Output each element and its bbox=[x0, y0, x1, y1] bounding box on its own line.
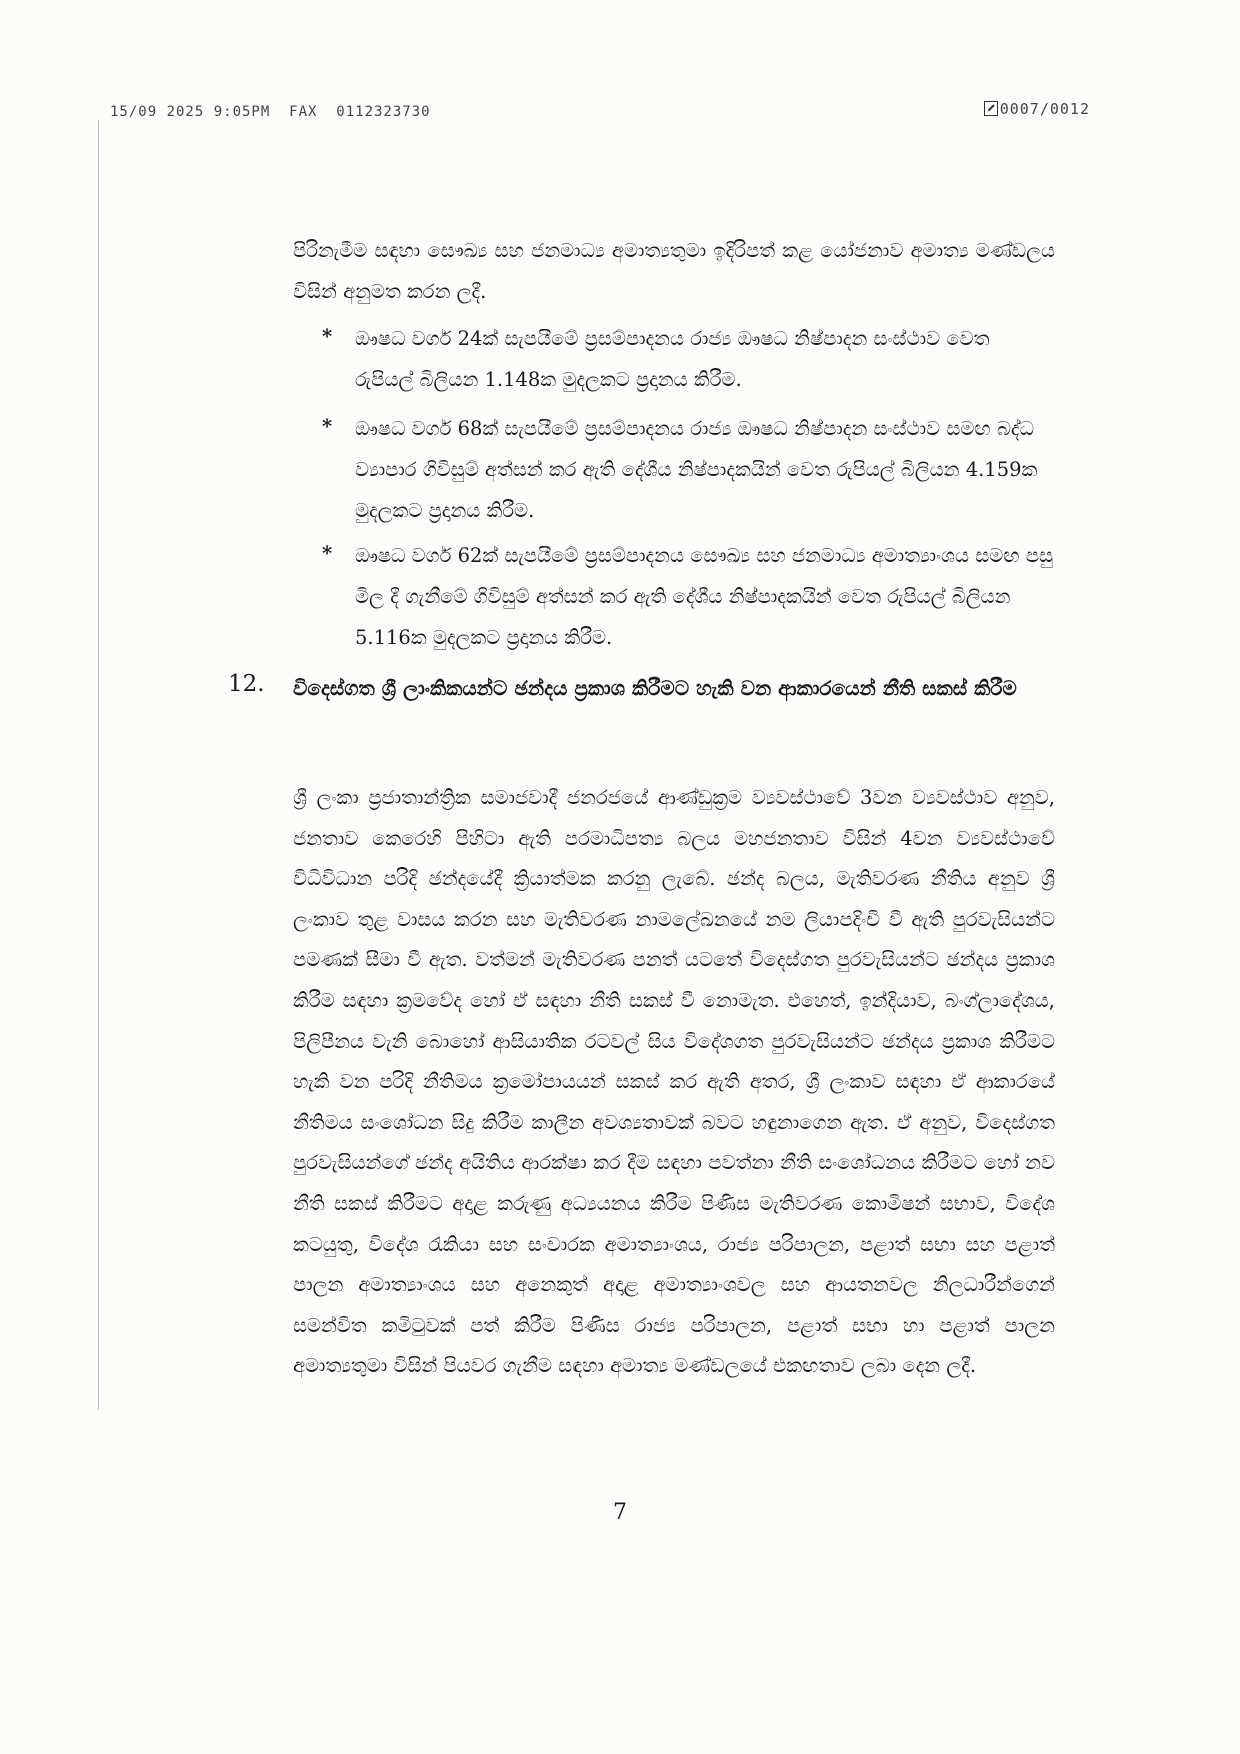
fax-transmission-info: 15/09 2025 9:05PM FAX 0112323730 bbox=[110, 104, 431, 120]
bullet-item bbox=[322, 408, 1054, 531]
bullet-marker: * bbox=[322, 325, 333, 348]
bullet-marker: * bbox=[322, 542, 333, 565]
section-body-paragraph: ශ්‍රී ලංකා ප්‍රජාතාන්ත්‍රික සමාජවාදී ජනරජයේ ආණ්ඩුක්‍රම ව්‍යවස්ථාවේ 3වන ව්‍යවස්ථාව අනුව, ජනතාව කෙරෙහි පිහිටා ඇති පරමාධිපත්‍ය බලය මහජනතාව විසින් 4වන ව්‍යවස්ථාවේ විධිවිධාන පරිදි ඡන්දයේදී ක්‍රියාත්මක කරනු ලැබේ. ඡන්ද බලය, මැතිවරණ නීතිය අනුව ශ්‍රී ලංකාව තුළ වාසය කරන සහ මැතිවරණ නාමලේඛනයේ නම ලියාපදිංචි වී ඇති පුරවැසියන්ට පමණක් සීමා වී ඇත. වත්මන් මැතිවරණ පනත් යටතේ විදෙස්ගත පුරවැසියන්ට ඡන්දය ප්‍රකාශ කිරීම සඳහා ක්‍රමවේද හෝ ඒ සඳහා නීති සකස් වී නොමැත. එහෙත්, ඉන්දියාව, බංග්ලාදේශය, පිලිපීනය වැනි බොහෝ ආසියාතික රටවල් සිය විදේශගත පුරවැසියන්ට ඡන්දය ප්‍රකාශ කිරීමට හැකි වන පරිදි නීතිමය ක්‍රමෝපායයන් සකස් කර ඇති අතර, ශ්‍රී ලංකාව සඳහා ඒ ආකාරයේ නීතිමය සංශෝධන සිදු කිරීම කාලීන අවශ්‍යතාවක් බවට හඳුනාගෙන ඇත. ඒ අනුව, විදෙස්ගත පුරවැසියන්ගේ ඡන්ද අයිතිය ආරක්ෂා කර දීම සඳහා පවත්නා නීති සංශෝධනය කිරීමට හෝ නව නීති සකස් කිරීමට අදාළ කරුණු අධ්‍යයනය කිරීම පිණිස මැතිවරණ කොමිෂන් සභාව, විදේශ කටයුතු, විදේශ රැකියා සහ සංචාරක අමාත්‍යාංශය, රාජ්‍ය පරිපාලන, පළාත් සභා සහ පළාත් පාලන අමාත්‍යාංශය සහ අනෙකුත් අදාළ අමාත්‍යාංශවල සහ ආයතනවල නිලධාරීන්ගෙන් සමන්විත කමිටුවක් පත් කිරීම පිණිස රාජ්‍ය පරිපාලන, පළාත් සභා හා පළාත් පාලන අමාත්‍යතුමා විසින් පියවර ගැනීම සඳහා අමාත්‍ය මණ්ඩලයේ එකඟතාව ලබා දෙන ලදී. bbox=[293, 786, 1055, 1378]
section-title: විදෙස්ගත ශ්‍රී ලාංකිකයන්ට ඡන්දය ප්‍රකාශ කිරීමට හැකි වන ආකාරයෙන් නීති සකස් කිරීම bbox=[293, 676, 1017, 700]
fax-page-counter bbox=[984, 100, 1090, 118]
bullet-item bbox=[322, 318, 1054, 400]
scan-margin-line bbox=[98, 120, 99, 1410]
section-number: 12. bbox=[228, 671, 265, 697]
bullet-text: ඖෂධ වර්ග 62ක් සැපයීමේ ප්‍රසම්පාදනය සෞඛ්‍ය සහ ජනමාධ්‍ය අමාත්‍යාංශය සමඟ පසු මිල දී ගැනීමේ ගිවිසුම් අත්සන් කර ඇති දේශීය නිෂ්පාදකයින් වෙත රුපියල් බිලියන 5.116ක මුදලකට ප්‍රදානය කිරීම. bbox=[355, 544, 1054, 649]
bullet-text: ඖෂධ වර්ග 68ක් සැපයීමේ ප්‍රසම්පාදනය රාජ්‍ය ඖෂධ නිෂ්පාදන සංස්ථාව සමඟ බද්ධ ව්‍යාපාර ගිවිසුම් අත්සන් කර ඇති දේශීය නිෂ්පාදකයින් වෙත රුපියල් බිලියන 4.159ක මුදලකට ප්‍රදානය කිරීම. bbox=[355, 417, 1038, 522]
bullet-item bbox=[322, 535, 1054, 658]
intro-paragraph: පිරිනැමීම සඳහා සෞඛ්‍ය සහ ජනමාධ්‍ය අමාත්‍යතුමා ඉදිරිපත් කළ යෝජනාව අමාත්‍ය මණ්ඩලය විසින් අනුමත කරන ලදී. bbox=[293, 239, 1055, 303]
bullet-text: ඖෂධ වර්ග 24ක් සැපයීමේ ප්‍රසම්පාදනය රාජ්‍ය ඖෂධ නිෂ්පාදන සංස්ථාව වෙත රුපියල් බිලියන 1.148ක මුදලකට ප්‍රදානය කිරීම. bbox=[355, 327, 990, 391]
fax-checkbox-icon bbox=[984, 101, 998, 116]
bullet-marker: * bbox=[322, 415, 333, 438]
page-number: 7 bbox=[613, 1500, 627, 1525]
fax-page-counter-text: 0007/0012 bbox=[999, 100, 1090, 118]
